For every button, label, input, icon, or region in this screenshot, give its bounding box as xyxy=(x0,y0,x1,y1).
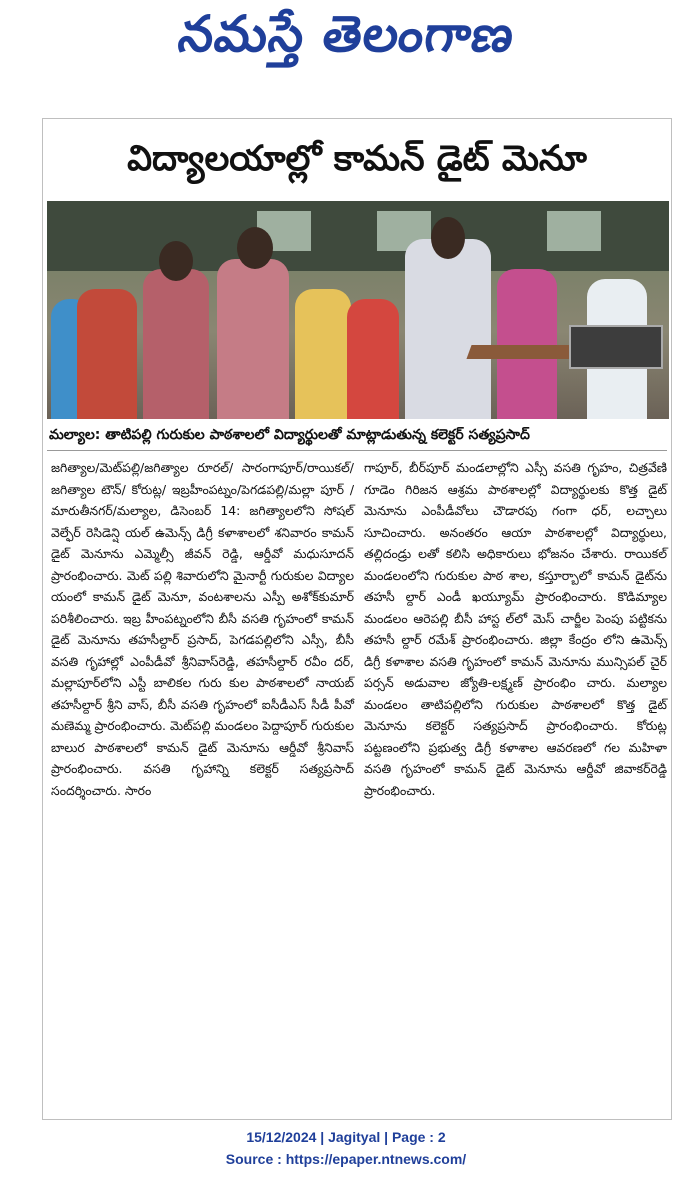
article-column-1: జగిత్యాల/మెట్‌పల్లి/జగిత్యాల రూరల్/ సారంగాపూర్/రాయికల్/జగిత్యాల టౌన్/ కోరుట్ల/ ఇబ్రహీంపట్నం/పెగడపల్లి/మల్లా పూర్ / మారుతీనగర్/మల్యాల, డిసెంబర్ 14: జగిత్యాలలోని సోషల్ వెల్ఫేర్ రెసిడెన్షి యల్ ఉమెన్స్ డిగ్రీ కళాశాలలో శనివారం కామన్ డైట్ మెనూను ఎమ్మెల్సీ జీవన్ రెడ్డి, ఆర్డీవో మధుసూదన్ ప్రారంభించారు. మెట్ పల్లి శివారులోని మైనార్టీ గురుకుల విద్యాల యంలో కామన్ డైట్ మెనూ, వంటశాలను ఎస్పీ అశోక్‌కుమార్ పరిశీలించారు. ఇబ్ర హీంపట్నంలోని బీసీ వసతి గృహంలో కామన్ డైట్ మెనూను తహసీల్దార్ ప్రసాద్, పెగడపల్లిలోని ఎస్సీ, బీసీ వసతి గృహాల్లో ఎంపీడీవో శ్రీనివాస్‌రెడ్డి, తహసీల్దార్ రవీం దర్, మల్లాపూర్‌లోని ఎస్టీ బాలికల గురు కుల పాఠశాలలో నాయబ్ తహసీల్దార్ శ్రీని వాస్, బీసీ వసతి గృహంలో ఐసీడీఎస్ సీడీ పీవో మణెమ్మ ప్రారంభించారు. మెట్‌పల్లి మండలం పెద్దాపూర్ గురుకుల బాలుర పాఠశాలలో కామన్ డైట్ మెనూను ఆర్డీవో శ్రీనివాస్ ప్రారంభించారు. వసతి గృహాన్ని కలెక్టర్ సత్యప్రసాద్ సందర్శించారు. సారం xyxy=(51,460,354,798)
article-column-2: గాపూర్, బీర్‌పూర్ మండలాల్లోని ఎస్సీ వసతి గృహం, చిత్రవేణి గూడెం గిరిజన ఆశ్రమ పాఠశాలల్లో విద్యార్థులకు కొత్త డైట్ మెనూను ఎంపీడీవోలు చౌడారపు గంగా ధర్, లచ్చాలు సూచించారు. అనంతరం ఆయా పాఠశాలల్లో విద్యార్థులు, తల్లిదండ్రు లతో కలిసి అధికారులు భోజనం చేశారు. రాయికల్ మండలంలోని గురుకుల పాఠ శాల, కస్తూర్బాలో కామన్ డైట్‌ను తహసీ ల్దార్ ఎండీ ఖయ్యూమ్ ప్రారంభించారు. కొడిమ్యాల మండలం ఆరెపల్లి బీసీ హాస్ట ల్‌లో మెస్ చార్జీల పెంపు పట్టికను తహసీ ల్దార్ రమేశ్ ప్రారంభించారు. జిల్లా కేంద్రం లోని ఉమెన్స్ డిగ్రీ కళాశాల వసతి గృహంలో కామన్ మెనూను మున్సిపల్ చైర్ పర్సన్ అడువాల జ్యోతి-లక్ష్మణ్ ప్రారంభిం చారు. మల్యాల మండలం తాటిపల్లిలోని గురుకుల పాఠశాలలో కొత్త డైట్ మెనూను కలెక్టర్ సత్యప్రసాద్ ప్రారంభించారు. కోరుట్ల పట్టణంలోని ప్రభుత్వ డిగ్రీ కళాశాల ఆవరణలో గల మహిళా వసతి గృహంలో కామన్ డైట్ మెనూను ఆర్డీవో జివాకర్‌రెడ్డి ప్రారంభించారు. xyxy=(364,460,667,798)
newspaper-logo: నమస్తే తెలంగాణ xyxy=(174,4,519,63)
article-photo xyxy=(47,201,669,419)
article-clipping xyxy=(42,118,672,1120)
masthead xyxy=(0,0,692,80)
photo-caption: మల్యాల: తాటిపల్లి గురుకుల పాఠశాలలో విద్యార్థులతో మాట్లాడుతున్న కలెక్టర్ సత్యప్రసాద్ xyxy=(49,427,530,443)
edition-info: 15/12/2024 | Jagityal | Page : 2 xyxy=(246,1129,446,1145)
page-footer xyxy=(0,1126,692,1170)
article-body xyxy=(43,451,671,801)
source-link[interactable]: Source : https://epaper.ntnews.com/ xyxy=(225,1151,467,1167)
article-headline: విద్యాలయాల్లో కామన్ డైట్ మెనూ xyxy=(127,139,587,179)
